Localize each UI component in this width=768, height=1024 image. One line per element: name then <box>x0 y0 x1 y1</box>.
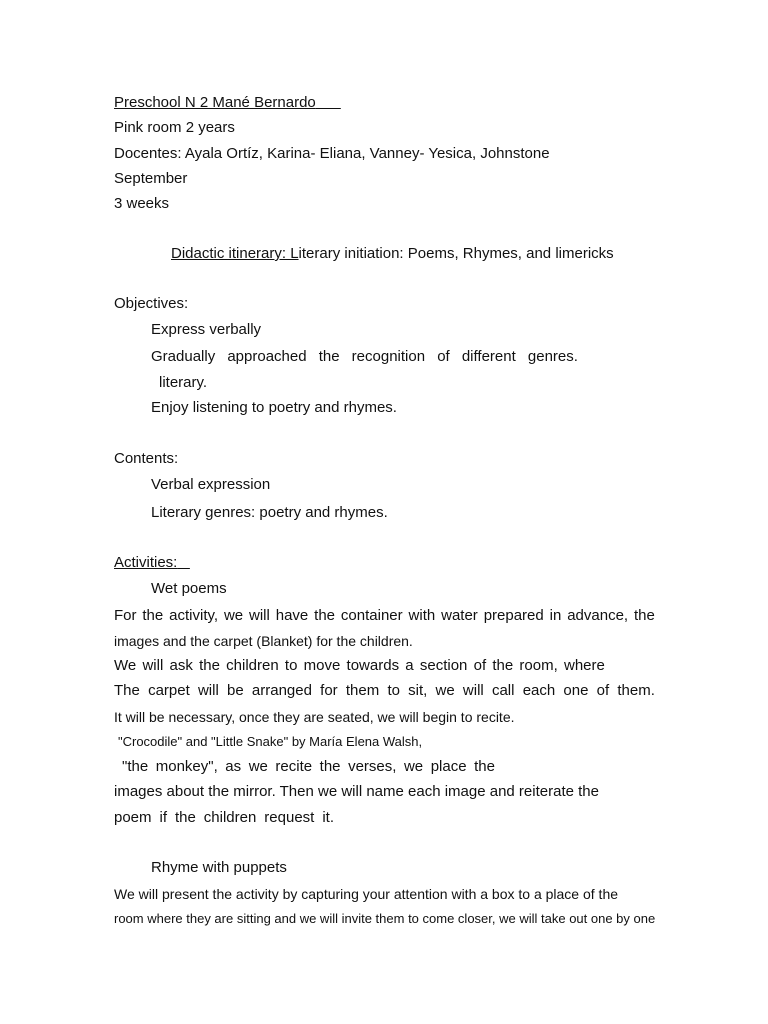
paragraph-line: images about the mirror. Then we will name each image and reiterate the <box>114 783 599 800</box>
itinerary-rest: iterary initiation: Poems, Rhymes, and limericks <box>298 245 614 262</box>
paragraph-line: room where they are sitting and we will invite them to come closer, we will take out one by one <box>114 911 656 926</box>
paragraph-line: images and the carpet (Blanket) for the children. <box>114 633 413 649</box>
itinerary-title <box>171 245 614 263</box>
school-name-text: Preschool N 2 Mané Bernardo <box>114 94 316 111</box>
bullet-icon <box>138 348 151 366</box>
activities-heading: Activities: <box>114 554 178 571</box>
paragraph-line: For the activity, we will have the container with water prepared in advance, the <box>114 607 655 624</box>
paragraph-line: poem if the children request it. <box>114 809 334 826</box>
paragraph-line: "Crocodile" and "Little Snake" by María Elena Walsh, <box>118 734 423 749</box>
duration-line: 3 weeks <box>114 195 170 212</box>
objective-item: Enjoy listening to poetry and rhymes. <box>151 399 397 416</box>
activity-title-wet-poems: Wet poems <box>151 580 227 597</box>
objective-item: Express verbally <box>151 321 262 338</box>
paragraph-line: We will present the activity by capturing your attention with a box to a place of the <box>114 886 619 902</box>
objective-continuation: literary. <box>159 374 208 391</box>
paragraph-line: "the monkey", as we recite the verses, we place the <box>122 758 495 775</box>
month-line: September <box>114 170 188 187</box>
room-info: Pink room 2 years <box>114 119 235 136</box>
content-item: Literary genres: poetry and rhymes. <box>151 504 388 521</box>
objective-item: Gradually approached the recognition of different genres. <box>138 348 578 366</box>
teachers-line: Docentes: Ayala Ortíz, Karina- Eliana, Vanney- Yesica, Johnstone <box>114 145 550 162</box>
paragraph-line: The carpet will be arranged for them to sit, we will call each one of them. <box>114 682 655 699</box>
paragraph-line: We will ask the children to move towards a section of the room, where <box>114 657 605 674</box>
activity-title-puppets: Rhyme with puppets <box>151 859 287 876</box>
contents-heading: Contents: <box>114 450 179 467</box>
school-name <box>114 94 341 112</box>
objectives-heading: Objectives: <box>114 295 189 312</box>
paragraph-line: It will be necessary, once they are seated, we will begin to recite. <box>114 709 515 725</box>
itinerary-label: Didactic itinerary: L <box>171 245 299 262</box>
content-item: Verbal expression <box>151 476 271 493</box>
